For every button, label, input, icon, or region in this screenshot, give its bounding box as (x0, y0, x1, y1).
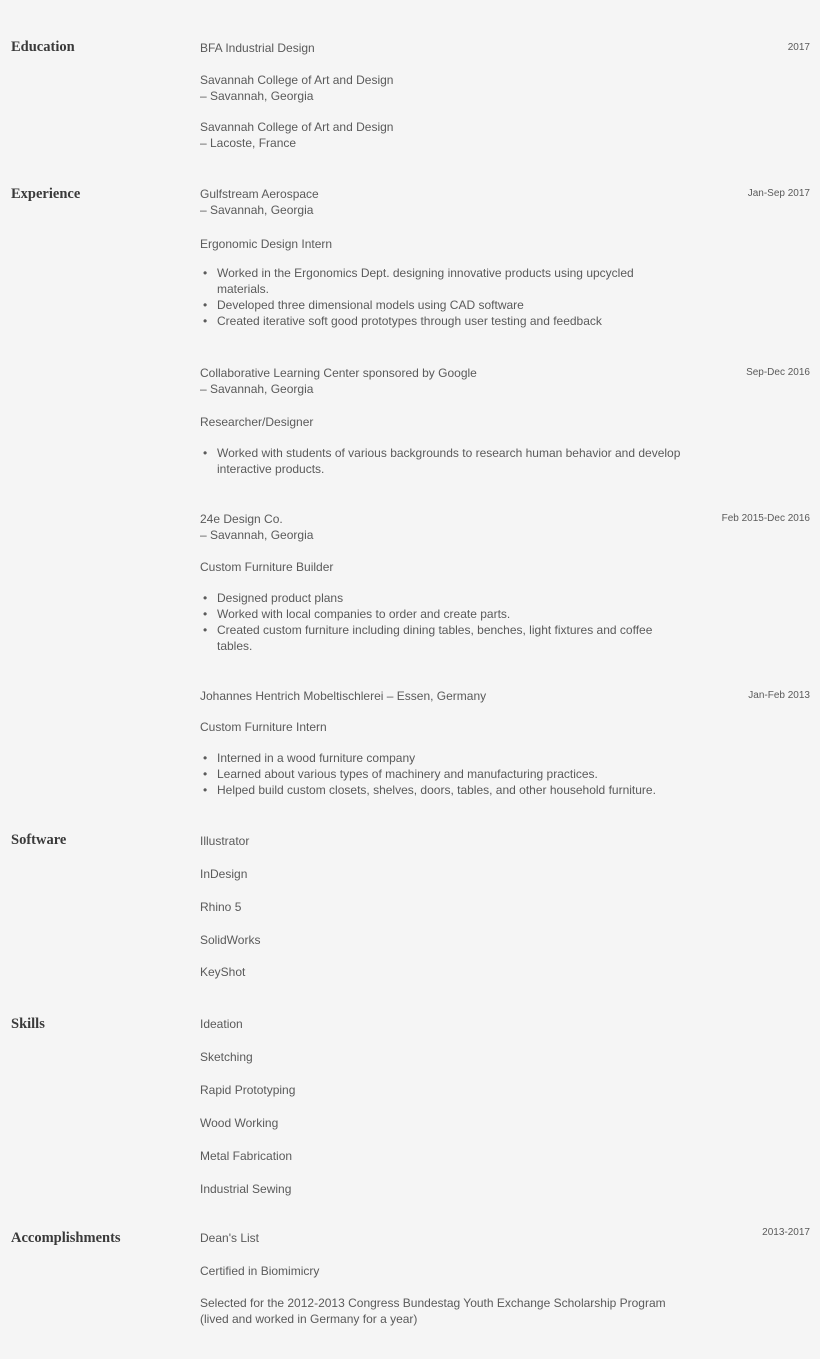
school-name: Savannah College of Art and Design (200, 120, 394, 134)
skill-item: Sketching (200, 1050, 253, 1064)
section-label-skills: Skills (11, 1016, 45, 1032)
section-label-education: Education (11, 39, 75, 55)
school-location: – Lacoste, France (200, 136, 297, 150)
company-location: – Savannah, Georgia (200, 382, 314, 396)
company-name: Gulfstream Aerospace (200, 187, 319, 201)
job-bullets (200, 590, 687, 654)
education-date: 2017 (787, 42, 810, 53)
section-label-experience: Experience (11, 186, 81, 202)
accomplishment-item: Dean's List (200, 1231, 259, 1245)
school-location: – Savannah, Georgia (200, 89, 314, 103)
job-role: Ergonomic Design Intern (200, 237, 333, 251)
accomplishment-item: Selected for the 2012-2013 Congress Bundestag Youth Exchange Scholarship Program (200, 1296, 666, 1310)
skill-item: Metal Fabrication (200, 1149, 293, 1163)
school-name: Savannah College of Art and Design (200, 73, 394, 87)
bullet-item: • Developed three dimensional models using CAD software (217, 297, 687, 313)
job-date: Feb 2015-Dec 2016 (721, 513, 810, 524)
job-bullets (200, 265, 687, 329)
job-bullets (200, 750, 687, 798)
bullet-item: • Learned about various types of machinery and manufacturing practices. (217, 766, 687, 782)
section-label-accomplishments: Accomplishments (11, 1230, 121, 1246)
company-location: – Savannah, Georgia (200, 203, 314, 217)
company-name: Johannes Hentrich Mobeltischlerei – Essen, Germany (200, 689, 487, 703)
software-item: SolidWorks (200, 933, 261, 947)
accomplishment-item: (lived and worked in Germany for a year) (200, 1312, 418, 1326)
company-name: 24e Design Co. (200, 512, 283, 526)
bullet-item: • Designed product plans (217, 590, 687, 606)
company-location: – Savannah, Georgia (200, 528, 314, 542)
section-label-software: Software (11, 832, 67, 848)
bullet-item: • Created custom furniture including dining tables, benches, light fixtures and coffee tables. (217, 622, 687, 654)
bullet-item: • Worked with students of various backgrounds to research human behavior and develop interactive products. (217, 445, 687, 477)
bullet-item: • Worked in the Ergonomics Dept. designing innovative products using upcycled materials. (217, 265, 687, 297)
accomplishments-date: 2013-2017 (762, 1227, 810, 1238)
software-item: KeyShot (200, 965, 246, 979)
bullet-item: • Interned in a wood furniture company (217, 750, 687, 766)
accomplishment-item: Certified in Biomimicry (200, 1264, 320, 1278)
skill-item: Wood Working (200, 1116, 279, 1130)
degree: BFA Industrial Design (200, 41, 315, 55)
job-role: Custom Furniture Builder (200, 560, 334, 574)
bullet-item: • Worked with local companies to order and create parts. (217, 606, 687, 622)
company-name: Collaborative Learning Center sponsored by Google (200, 366, 477, 380)
skill-item: Industrial Sewing (200, 1182, 292, 1196)
job-date: Jan-Feb 2013 (748, 690, 810, 701)
skill-item: Ideation (200, 1017, 243, 1031)
software-item: Rhino 5 (200, 900, 242, 914)
bullet-item: • Created iterative soft good prototypes through user testing and feedback (217, 313, 687, 329)
software-item: Illustrator (200, 834, 250, 848)
job-date: Jan-Sep 2017 (747, 188, 810, 199)
bullet-item: • Helped build custom closets, shelves, doors, tables, and other household furniture. (217, 782, 687, 798)
software-item: InDesign (200, 867, 248, 881)
job-date: Sep-Dec 2016 (746, 367, 810, 378)
job-bullets (200, 445, 687, 477)
job-role: Custom Furniture Intern (200, 720, 327, 734)
skill-item: Rapid Prototyping (200, 1083, 296, 1097)
job-role: Researcher/Designer (200, 415, 314, 429)
